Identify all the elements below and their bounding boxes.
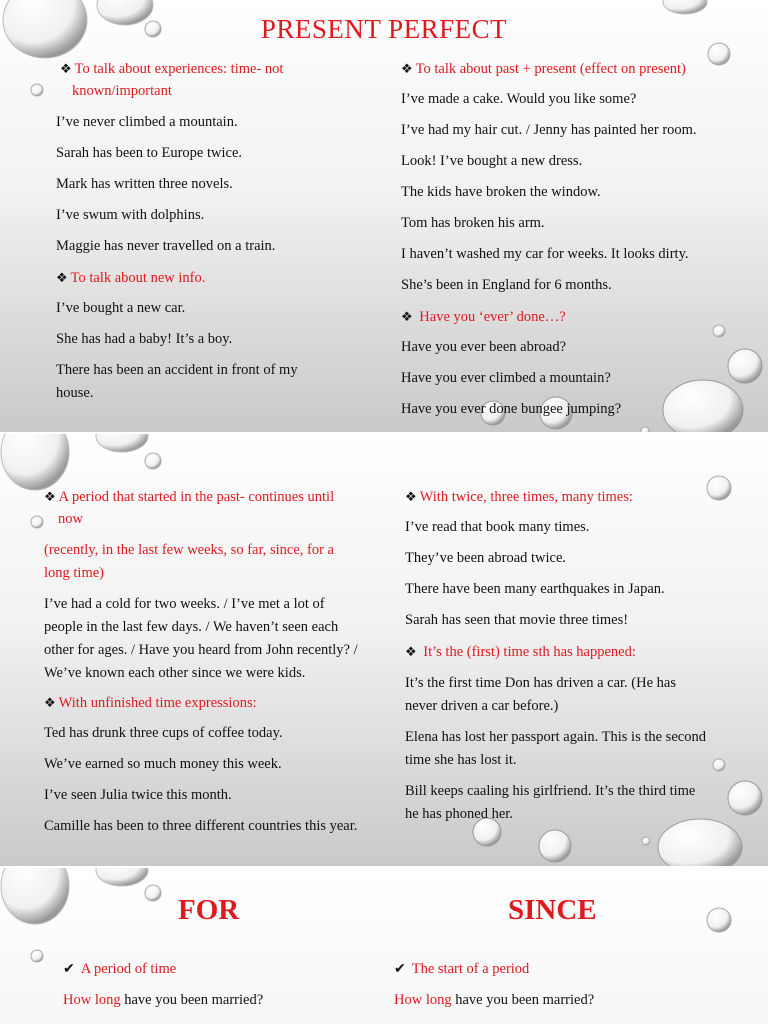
section-heading: ❖ To talk about new info.	[56, 270, 206, 286]
diamond-bullet-icon: ❖	[401, 61, 413, 76]
example-line: I’ve seen Julia twice this month.	[44, 787, 232, 803]
drop	[642, 837, 650, 845]
slide-1	[0, 0, 768, 432]
example-line: I’ve never climbed a mountain.	[56, 114, 238, 130]
example-line: Ted has drunk three cups of coffee today.	[44, 725, 283, 741]
section-heading-cont: known/important	[72, 83, 172, 99]
diamond-bullet-icon: ❖	[60, 61, 72, 76]
diamond-bullet-icon: ❖	[44, 695, 56, 710]
example-line: I’ve read that book many times.	[405, 519, 590, 535]
diamond-bullet-icon: ❖	[56, 270, 68, 285]
time-expressions: (recently, in the last few weeks, so far, since, for a	[44, 542, 334, 558]
example-line: We’ve known each other since we were kids.	[44, 665, 306, 681]
example-line: They’ve been abroad twice.	[405, 550, 567, 566]
example-line: house.	[56, 385, 94, 401]
drop	[728, 781, 762, 815]
section-heading: ❖ To talk about experiences: time- not	[60, 61, 284, 77]
example-line: I’ve made a cake. Would you like some?	[401, 91, 637, 107]
example-line: We’ve earned so much money this week.	[44, 756, 282, 772]
drop	[31, 950, 43, 962]
drop	[145, 453, 161, 469]
example-line: Camille has been to three different countries this year.	[44, 818, 358, 834]
drop	[663, 0, 707, 14]
drop	[539, 830, 571, 862]
example-line: I’ve had my hair cut. / Jenny has painted her room.	[401, 122, 697, 138]
example-line: Tom has broken his arm.	[401, 215, 545, 231]
slide-title: PRESENT PERFECT	[260, 14, 508, 44]
drop	[658, 819, 742, 866]
checkmark-icon: ✔	[63, 962, 75, 977]
example-line: Sarah has been to Europe twice.	[56, 145, 243, 161]
example-line: I’ve swum with dolphins.	[56, 207, 205, 223]
example-line: I’ve had a cold for two weeks. / I’ve met a lot of	[44, 596, 325, 612]
example-line: Bill keeps caaling his girlfriend. It’s the third time	[405, 783, 696, 799]
for-question: How long have you been married?	[63, 992, 264, 1008]
drop	[708, 43, 730, 65]
for-item: ✔ A period of time	[63, 961, 177, 977]
section-heading: ❖ It’s the (first) time sth has happened:	[405, 644, 636, 660]
diamond-bullet-icon: ❖	[405, 489, 417, 504]
example-line: There have been many earthquakes in Japan.	[405, 581, 665, 597]
example-line: She has had a baby! It’s a boy.	[56, 331, 233, 347]
example-line: Elena has lost her passport again. This is the second	[405, 729, 706, 745]
example-line: Have you ever done bungee jumping?	[401, 401, 622, 417]
since-title: SINCE	[508, 894, 597, 926]
drop	[1, 868, 69, 924]
section-heading: ❖ To talk about past + present (effect on present)	[401, 61, 686, 77]
slide-2	[0, 434, 768, 866]
example-line: Have you ever been abroad?	[401, 339, 567, 355]
section-heading: ❖ Have you ‘ever’ done…?	[401, 309, 566, 325]
since-item: ✔ The start of a period	[394, 961, 530, 977]
drop	[145, 885, 161, 901]
example-line: I haven’t washed my car for weeks. It looks dirty.	[401, 246, 689, 262]
example-line: There has been an accident in front of my	[56, 362, 298, 378]
diamond-bullet-icon: ❖	[44, 489, 56, 504]
example-line: Sarah has seen that movie three times!	[405, 612, 629, 628]
checkmark-icon: ✔	[394, 962, 406, 977]
example-line: Have you ever climbed a mountain?	[401, 370, 611, 386]
drop	[641, 427, 649, 432]
section-heading: ❖ With unfinished time expressions:	[44, 695, 257, 711]
example-line: The kids have broken the window.	[401, 184, 601, 200]
for-title: FOR	[178, 894, 240, 926]
drop	[96, 434, 148, 452]
example-line: I’ve bought a new car.	[56, 300, 186, 316]
section-heading: ❖ A period that started in the past- continues until	[44, 489, 335, 505]
drop	[31, 516, 43, 528]
example-line: he has phoned her.	[405, 806, 513, 822]
drop	[728, 349, 762, 383]
time-expressions: long time)	[44, 565, 105, 581]
drop	[96, 868, 148, 886]
example-line: time she has lost it.	[405, 752, 517, 768]
drop	[707, 908, 731, 932]
drop	[1, 434, 69, 490]
example-line: other for ages. / Have you heard from John recently? /	[44, 642, 358, 658]
diamond-bullet-icon: ❖	[405, 644, 417, 659]
example-line: people in the last few days. / We haven’t seen each	[44, 619, 339, 635]
diamond-bullet-icon: ❖	[401, 309, 413, 324]
section-heading: ❖ With twice, three times, many times:	[405, 489, 633, 505]
section-heading-cont: now	[58, 511, 83, 527]
example-line: It’s the first time Don has driven a car. (He has	[405, 675, 676, 691]
example-line: Mark has written three novels.	[56, 176, 233, 192]
drop	[707, 476, 731, 500]
example-line: She’s been in England for 6 months.	[401, 277, 612, 293]
drop	[31, 84, 43, 96]
example-line: never driven a car before.)	[405, 698, 559, 714]
drop	[713, 325, 725, 337]
example-line: Look! I’ve bought a new dress.	[401, 153, 583, 169]
drop	[713, 759, 725, 771]
example-line: Maggie has never travelled on a train.	[56, 238, 276, 254]
since-question: How long have you been married?	[394, 992, 595, 1008]
drop	[663, 380, 743, 432]
